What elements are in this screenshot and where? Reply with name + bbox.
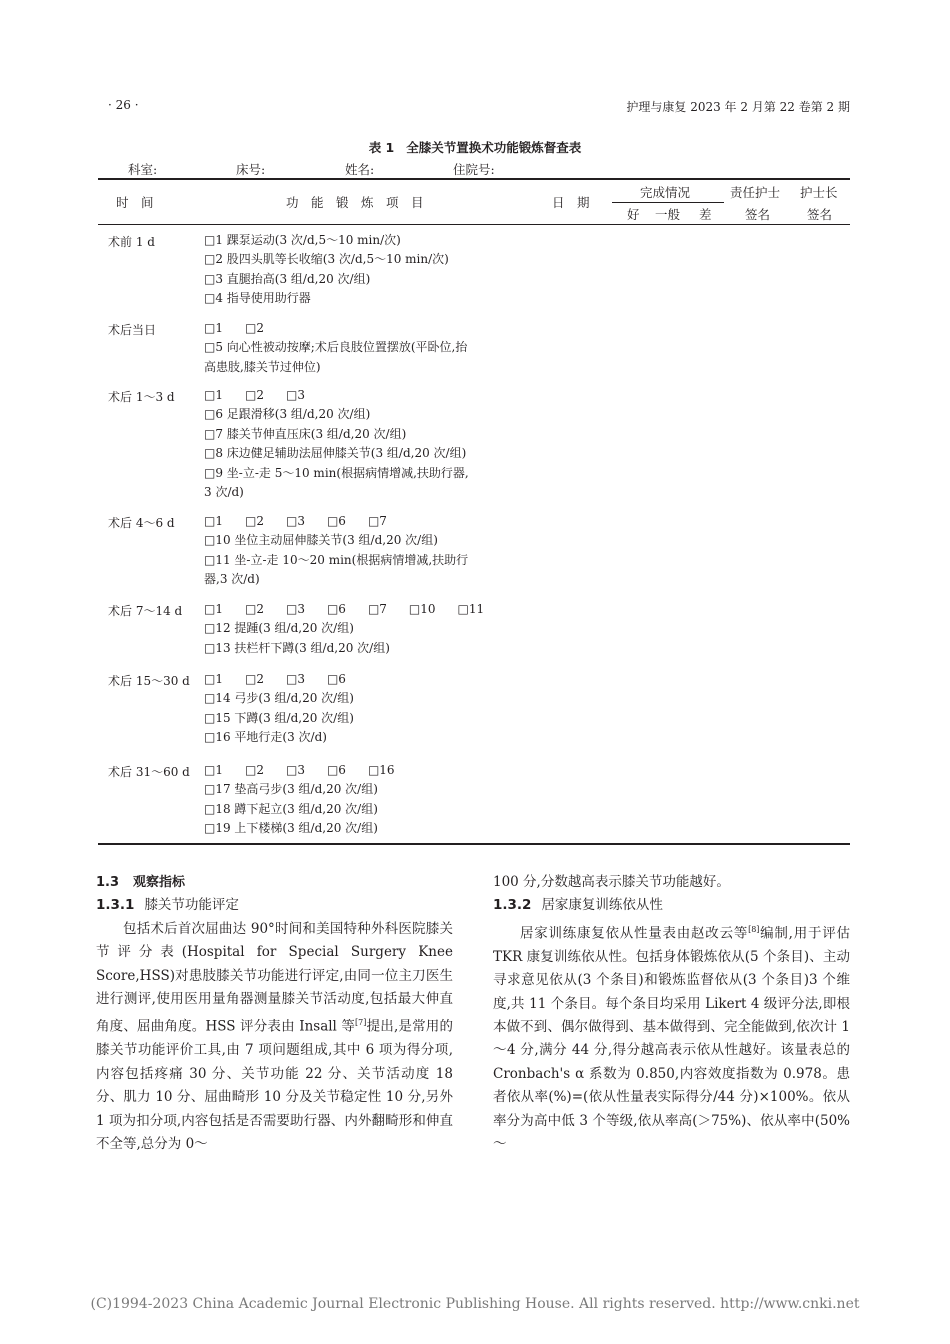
- checkbox-row: [204, 670, 532, 689]
- checkbox-item: □ 6: [327, 600, 346, 619]
- checkbox-item: □ 3: [286, 600, 305, 619]
- subsection-heading: [493, 894, 850, 917]
- subsection-number: 1.3.2: [493, 897, 532, 914]
- checkbox-item: □ 1: [204, 761, 223, 780]
- header-nurse-1: 责任护士: [730, 185, 781, 200]
- checkbox-item: □ 2: [245, 670, 264, 689]
- table-top-rule: [98, 178, 850, 180]
- citation: [8]: [748, 924, 760, 934]
- item-line: □ 18 蹲下起立(3 组/d,20 次/组): [204, 800, 532, 819]
- meta-bed: 床号:: [236, 162, 266, 177]
- checkbox-row: [204, 600, 532, 619]
- checkbox-item: □ 6: [327, 761, 346, 780]
- item-line: □ 7 膝关节伸直压床(3 组/d,20 次/组): [204, 425, 532, 444]
- item-line: □ 17 垫高弓步(3 组/d,20 次/组): [204, 780, 532, 799]
- copyright-footer: (C)1994-2023 China Academic Journal Electronic Publishing House. All rights reserved. http://www.cnki.net: [90, 1296, 860, 1312]
- checkbox-item: □ 6: [327, 670, 346, 689]
- item-line: □ 2 股四头肌等长收缩(3 次/d,5～10 min/次): [204, 250, 532, 269]
- checkbox-row: [204, 761, 532, 780]
- meta-admission: 住院号:: [453, 162, 495, 177]
- item-line: □ 15 下蹲(3 组/d,20 次/组): [204, 709, 532, 728]
- checkbox-item: □ 1: [204, 670, 223, 689]
- row-time: 术后 31～60 d: [108, 765, 190, 779]
- checkbox-item: □ 2: [245, 761, 264, 780]
- row-items: [204, 600, 532, 658]
- checkbox-item: □ 1: [204, 386, 223, 405]
- header-good: 好: [627, 207, 640, 222]
- citation: [7]: [355, 1018, 367, 1028]
- row-time: 术前 1 d: [108, 235, 155, 249]
- checkbox-row: [204, 386, 532, 405]
- checkbox-item: □ 7: [368, 600, 387, 619]
- journal-info: 护理与康复 2023 年 2 月第 22 卷第 2 期: [626, 100, 850, 114]
- section-title: 观察指标: [133, 875, 186, 890]
- row-items: [204, 231, 532, 309]
- page-number: · 26 ·: [108, 98, 139, 112]
- left-column: [96, 871, 453, 1156]
- meta-dept: 科室:: [128, 162, 158, 177]
- header-date: 日 期: [552, 195, 590, 210]
- header-time: 时 间: [116, 195, 154, 210]
- item-line: □ 11 坐-立-走 10～20 min(根据病情增减,扶助行: [204, 551, 532, 570]
- body-continuation: 100 分,分数越高表示膝关节功能越好。: [493, 874, 730, 890]
- table-bottom-rule: [98, 843, 850, 845]
- item-line: □ 1 踝泵运动(3 次/d,5～10 min/次): [204, 231, 532, 250]
- running-header: [108, 96, 850, 116]
- item-line: □ 12 提踵(3 组/d,20 次/组): [204, 619, 532, 638]
- table-caption: [0, 138, 950, 156]
- checkbox-item: □ 16: [368, 761, 395, 780]
- checkbox-item: □ 3: [286, 761, 305, 780]
- item-line: □ 14 弓步(3 组/d,20 次/组): [204, 689, 532, 708]
- checkbox-item: □ 2: [245, 319, 264, 338]
- checkbox-item: □ 2: [245, 600, 264, 619]
- checkbox-item: □ 3: [286, 512, 305, 531]
- checkbox-row: [204, 319, 532, 338]
- subsection-heading: [96, 894, 453, 917]
- item-line: □ 5 向心性被动按摩;术后良肢位置摆放(平卧位,抬: [204, 338, 532, 357]
- item-line: 3 次/d): [204, 485, 244, 500]
- table-number: 表 1: [368, 140, 395, 155]
- item-line: □ 6 足跟滑移(3 组/d,20 次/组): [204, 405, 532, 424]
- section-heading: [96, 871, 453, 894]
- subsection-title: 膝关节功能评定: [144, 897, 239, 914]
- row-time: 术后 15～30 d: [108, 674, 190, 688]
- header-medium: 一般: [655, 207, 681, 222]
- row-items: [204, 761, 532, 839]
- table-meta: [0, 160, 950, 178]
- section-number: 1.3: [96, 875, 120, 890]
- checkbox-item: □ 7: [368, 512, 387, 531]
- header-poor: 差: [699, 207, 712, 222]
- checkbox-item: □ 2: [245, 386, 264, 405]
- completion-subrule: [612, 202, 724, 203]
- item-line: □ 4 指导使用助行器: [204, 289, 532, 308]
- checkbox-item: □ 10: [409, 600, 436, 619]
- header-nurse-2: 签名: [745, 207, 771, 222]
- header-completion: 完成情况: [640, 185, 691, 200]
- header-headnurse-1: 护士长: [800, 185, 838, 200]
- item-line: 高患肢,膝关节过伸位): [204, 359, 321, 374]
- row-time: 术后 4～6 d: [108, 516, 175, 530]
- item-line: □ 19 上下楼梯(3 组/d,20 次/组): [204, 819, 532, 838]
- checkbox-item: □ 6: [327, 512, 346, 531]
- item-line: □ 13 扶栏杆下蹲(3 组/d,20 次/组): [204, 639, 532, 658]
- checkbox-item: □ 3: [286, 670, 305, 689]
- item-line: 器,3 次/d): [204, 572, 260, 587]
- table-header-rule: [98, 224, 850, 225]
- row-time: 术后当日: [108, 323, 157, 337]
- body-paragraph: 居家训练康复依从性量表由赵改云等[8]编制,用于评估 TKR 康复训练依从性。包括身体锻炼依从(5 个条目)、主动寻求意见依从(3 个条目)和锻炼监督依从(3 个条目)3 个维度,共 11 个条目。每个条目均采用 Likert 4 级评分法,即根本做不到、偶尔做得到、基本做得到、完全能做到,依次计 1～4 分,满分 44 分,得分越高表示依从性越好。该量表总的 Cronbach's α 系数为 0.850,内容效度指数为 0.978。患者依从率(%)=(依从性量表实际得分/44 分)×100%。依从率分为高中低 3 个等级,依从率高(＞75%)、依从率中(50%～: [493, 924, 850, 1152]
- subsection-title: 居家康复训练依从性: [541, 897, 663, 914]
- body-paragraph: 包括术后首次屈曲达 90°时间和美国特种外科医院膝关节评分表(Hospital for Special Surgery Knee Score,HSS)对患肢膝关节功能进行评定,由同一位主刀医生进行测评,使用医用量角器测量膝关节活动度,包括最大伸直角度、屈曲角度。HSS 评分表由 Insall 等[7]提出,是常用的膝关节功能评价工具,由 7 项问题组成,其中 6 项为得分项,内容包括疼痛 30 分、关节功能 22 分、关节活动度 18 分、肌力 10 分、屈曲畸形 10 分及关节稳定性 10 分,另外 1 项为扣分项,内容包括是否需要助行器、内外翻畸形和伸直不全等,总分为 0～: [96, 920, 453, 1152]
- subsection-number: 1.3.1: [96, 897, 135, 914]
- header-headnurse-2: 签名: [807, 207, 833, 222]
- row-time: 术后 1～3 d: [108, 390, 175, 404]
- item-line: □ 8 床边健足辅助法屈伸膝关节(3 组/d,20 次/组): [204, 444, 532, 463]
- checkbox-item: □ 1: [204, 512, 223, 531]
- row-items: [204, 386, 532, 502]
- right-column: [493, 871, 850, 1156]
- meta-name: 姓名:: [345, 162, 375, 177]
- row-items: [204, 512, 532, 590]
- item-line: □ 9 坐-立-走 5～10 min(根据病情增减,扶助行器,: [204, 464, 532, 483]
- table-title: 全膝关节置换术功能锻炼督查表: [406, 140, 582, 155]
- item-line: □ 10 坐位主动屈伸膝关节(3 组/d,20 次/组): [204, 531, 532, 550]
- item-line: □ 3 直腿抬高(3 组/d,20 次/组): [204, 270, 532, 289]
- header-items: 功 能 锻 炼 项 目: [286, 195, 424, 210]
- item-line: □ 16 平地行走(3 次/d): [204, 728, 532, 747]
- row-items: [204, 670, 532, 748]
- row-items: [204, 319, 532, 377]
- checkbox-item: □ 3: [286, 386, 305, 405]
- checkbox-item: □ 1: [204, 600, 223, 619]
- checkbox-row: [204, 512, 532, 531]
- checkbox-item: □ 11: [458, 600, 485, 619]
- checkbox-item: □ 1: [204, 319, 223, 338]
- row-time: 术后 7～14 d: [108, 604, 183, 618]
- checkbox-item: □ 2: [245, 512, 264, 531]
